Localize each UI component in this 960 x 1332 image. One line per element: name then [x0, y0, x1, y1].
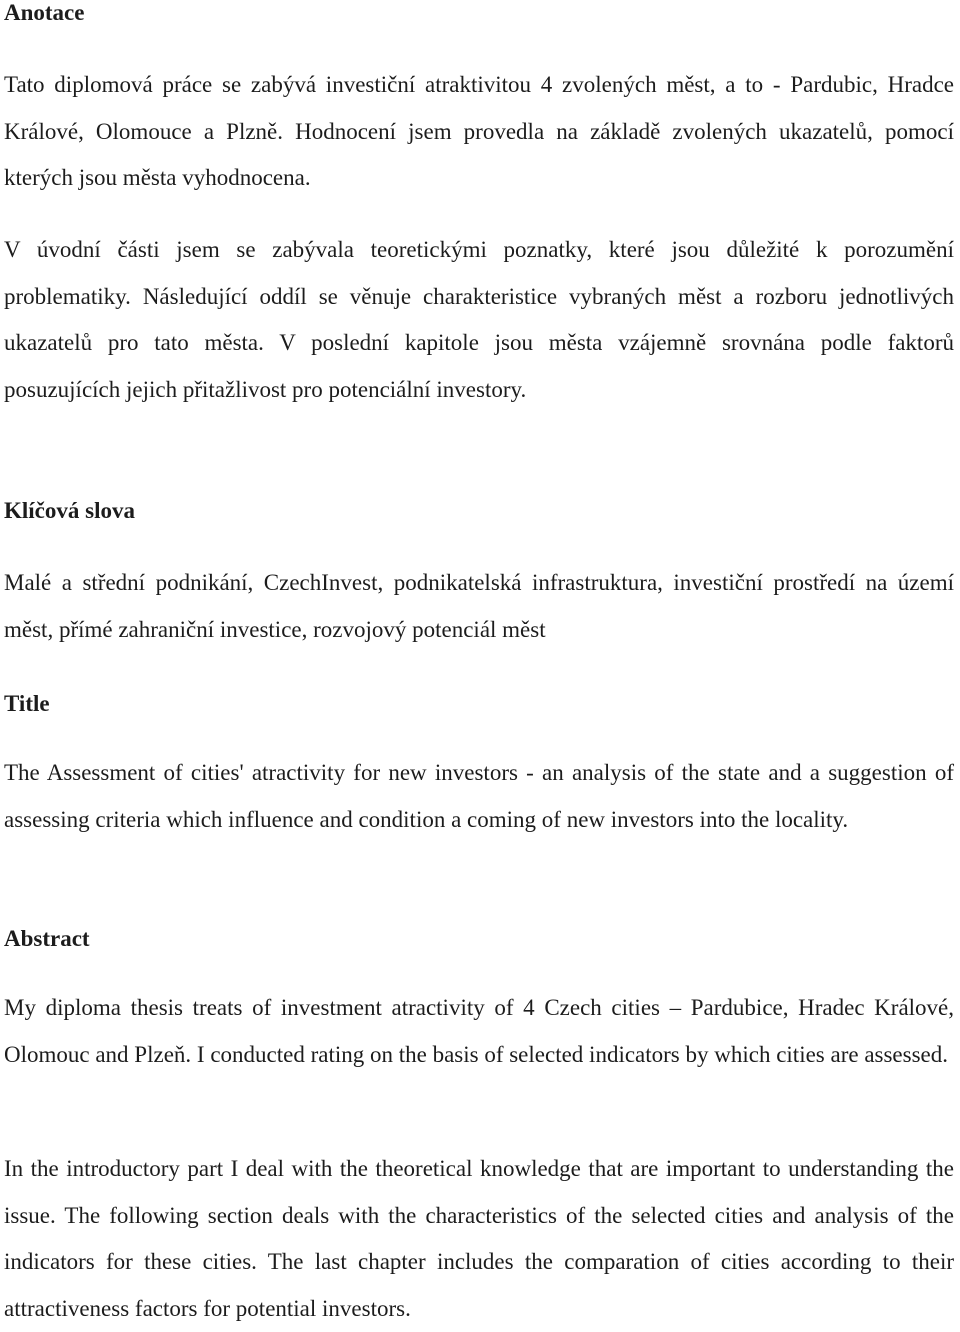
anotace-heading: Anotace — [4, 0, 85, 25]
keywords-paragraph: Malé a střední podnikání, CzechInvest, podnikatelská infrastruktura, investiční prostředí na území měst, přímé zahraniční investice, rozvojový potenciál měst — [4, 570, 954, 642]
abstract-heading: Abstract — [4, 926, 90, 951]
keywords-heading: Klíčová slova — [4, 498, 135, 523]
abstract-paragraph-2: In the introductory part I deal with the theoretical knowledge that are important to understanding the issue. The following section deals with the characteristics of the selected cities and analysis of the indicators for these cities. The last chapter includes the comparation of cities according to their attractiveness factors for potential investors. — [4, 1156, 954, 1321]
anotace-paragraph-2: V úvodní části jsem se zabývala teoretickými poznatky, které jsou důležité k porozumění problematiky. Následující oddíl se věnuje charakteristice vybraných měst a rozboru jednotlivých ukazatelů pro tato města. V poslední kapitole jsou města vzájemně srovnána podle faktorů posuzujících jejich přitažlivost pro potenciální investory. — [4, 237, 954, 402]
title-heading: Title — [4, 691, 50, 716]
abstract-paragraph-1: My diploma thesis treats of investment atractivity of 4 Czech cities – Pardubice, Hradec Králové, Olomouc and Plzeň. I conducted rating on the basis of selected indicators by which cities are assessed. — [4, 995, 954, 1067]
title-paragraph: The Assessment of cities' atractivity for new investors - an analysis of the state and a suggestion of assessing criteria which influence and condition a coming of new investors into the locality. — [4, 760, 954, 832]
anotace-paragraph-1: Tato diplomová práce se zabývá investiční atraktivitou 4 zvolených měst, a to - Pardubic, Hradce Králové, Olomouce a Plzně. Hodnocení jsem provedla na základě zvolených ukazatelů, pomocí kterých jsou města vyhodnocena. — [4, 72, 954, 190]
